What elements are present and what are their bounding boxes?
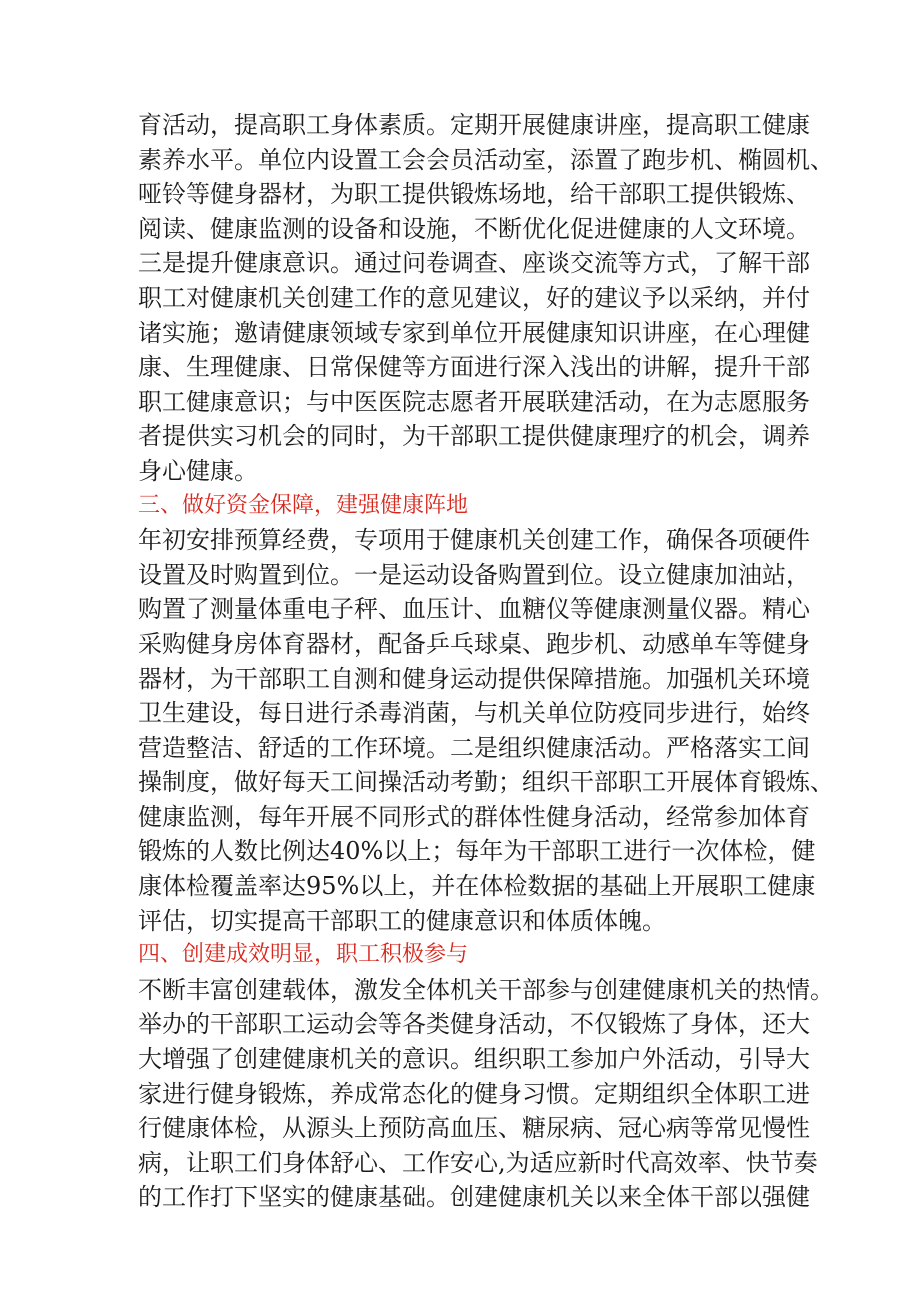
text-line: 器材，为干部职工自测和健身运动提供保障措施。加强机关环境 <box>138 664 810 693</box>
text-line: 康体检覆盖率达95%以上，并在体检数据的基础上开展职工健康 <box>138 872 816 901</box>
text-line: 采购健身房体育器材，配备乒乓球桌、跑步机、动感单车等健身 <box>138 629 810 658</box>
text-line: 身心健康。 <box>138 456 258 485</box>
text-line: 锻炼的人数比例达40%以上；每年为干部职工进行一次体检，健 <box>138 837 816 866</box>
text-line: 育活动，提高职工身体素质。定期开展健康讲座，提高职工健康 <box>138 111 810 139</box>
text-line: 者提供实习机会的同时，为干部职工提供健康理疗的机会，调养 <box>138 422 810 451</box>
text-line: 病，让职工们身体舒心、工作安心,为适应新时代高效率、快节奏 <box>138 1148 818 1177</box>
text-line: 诸实施；邀请健康领域专家到单位开展健康知识讲座，在心理健 <box>138 318 810 347</box>
text-line: 三是提升健康意识。通过问卷调查、座谈交流等方式，了解干部 <box>138 249 810 278</box>
text-line: 健康监测，每年开展不同形式的群体性健身活动，经常参加体育 <box>138 802 810 831</box>
text-line: 的工作打下坚实的健康基础。创建健康机关以来全体干部以强健 <box>138 1183 810 1212</box>
text-line: 哑铃等健身器材，为职工提供锻炼场地，给干部职工提供锻炼、 <box>138 180 810 209</box>
text-line: 评估，切实提高干部职工的健康意识和体质体魄。 <box>138 906 666 935</box>
text-line: 年初安排预算经费，专项用于健康机关创建工作，确保各项硬件 <box>138 526 810 555</box>
text-line: 卫生建设，每日进行杀毒消菌，与机关单位防疫同步进行，始终 <box>138 699 810 728</box>
text-line: 职工对健康机关创建工作的意见建议，好的建议予以采纳，并付 <box>138 283 810 312</box>
document-body <box>138 108 834 1215</box>
text-line: 不断丰富创建载体，激发全体机关干部参与创建健康机关的热情。 <box>138 975 834 1004</box>
text-line: 操制度，做好每天工间操活动考勤；组织干部职工开展体育锻炼、 <box>138 768 834 797</box>
text-line: 营造整洁、舒适的工作环境。二是组织健康活动。严格落实工间 <box>138 733 810 762</box>
text-line: 家进行健身锻炼，养成常态化的健身习惯。定期组织全体职工进 <box>138 1079 810 1108</box>
text-line: 设置及时购置到位。一是运动设备购置到位。设立健康加油站， <box>138 560 810 589</box>
text-line: 行健康体检，从源头上预防高血压、糖尿病、冠心病等常见慢性 <box>138 1114 810 1143</box>
text-line: 大增强了创建健康机关的意识。组织职工参加户外活动，引导大 <box>138 1045 810 1074</box>
text-line: 素养水平。单位内设置工会会员活动室，添置了跑步机、椭圆机、 <box>138 145 834 174</box>
text-line: 职工健康意识；与中医医院志愿者开展联建活动，在为志愿服务 <box>138 387 810 416</box>
text-line: 举办的干部职工运动会等各类健身活动，不仅锻炼了身体，还大 <box>138 1010 810 1039</box>
text-line: 康、生理健康、日常保健等方面进行深入浅出的讲解，提升干部 <box>138 353 810 382</box>
text-line: 阅读、健康监测的设备和设施，不断优化促进健康的人文环境。 <box>138 214 810 243</box>
text-line: 购置了测量体重电子秤、血压计、血糖仪等健康测量仪器。精心 <box>138 595 810 624</box>
section-heading-4: 四、创建成效明显，职工积极参与 <box>138 942 469 968</box>
section-heading-3: 三、做好资金保障，建强健康阵地 <box>138 492 469 518</box>
